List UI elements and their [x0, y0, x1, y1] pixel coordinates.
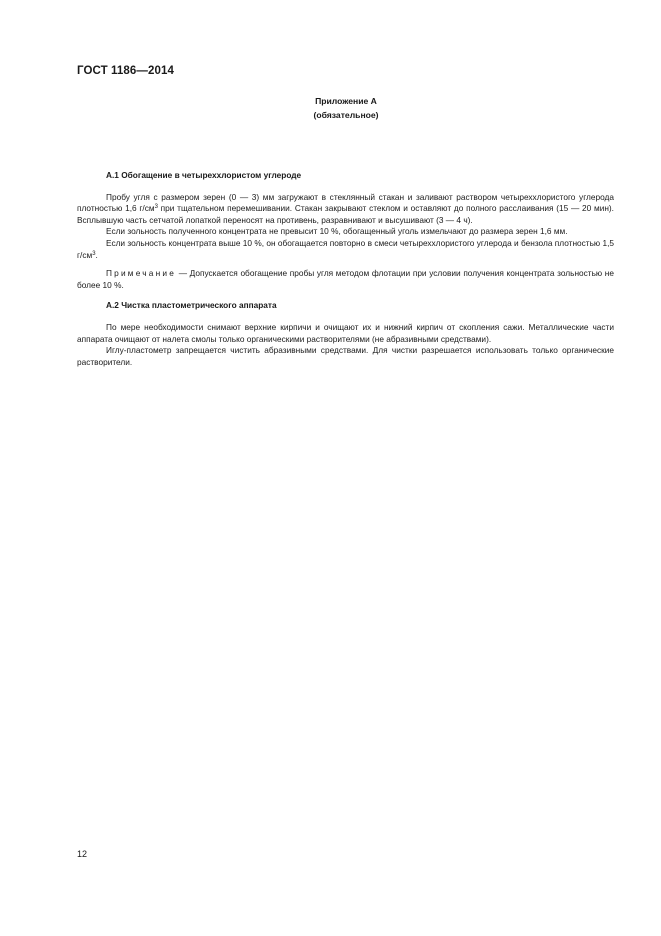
standard-header: ГОСТ 1186—2014	[77, 65, 174, 77]
page-number: 12	[77, 849, 88, 859]
section-a2-paragraph-2: Иглу-пластометр запрещается чистить абразивными средствами. Для чистки разрешается использовать только органические растворители.	[77, 345, 614, 367]
paragraph-text: Пробу угля с размером зерен (0 — 3) мм загружают в стеклянный стакан и заливают раствором четыреххлористого углерода плотностью 1,6 г/см	[77, 191, 614, 214]
paragraph-text: .	[95, 249, 98, 260]
note-text: — Допускается обогащение пробы угля методом флотации при условии получения концентрата зольностью не более 10 %.	[77, 268, 614, 290]
paragraph-text: при тщательном перемешивании. Стакан закрывают стеклом и оставляют до полного расслаивания (15 — 20 мин). Всплывшую часть сетчатой лопаткой переносят на противень, разравнивают и высушивают (3 — 4 ч).	[77, 203, 614, 225]
section-a1-paragraph-3	[77, 238, 614, 261]
appendix-heading	[0, 94, 661, 122]
appendix-type: (обязательное)	[313, 110, 379, 120]
appendix-title: Приложение А	[315, 96, 377, 106]
section-a2-paragraph-1: По мере необходимости снимают верхние кирпичи и очищают их и нижний кирпич от скопления сажи. Металлические части аппарата очищают от налета смолы только органическими растворителями (не абразивными средствами).	[77, 321, 614, 344]
superscript-cubic: 3	[154, 204, 158, 211]
note-label: Примечание	[106, 268, 177, 279]
superscript-cubic: 3	[92, 250, 96, 257]
section-a1-paragraph-1	[77, 192, 614, 227]
document-body	[77, 170, 614, 368]
section-a1-note	[77, 268, 614, 291]
section-a1-paragraph-2: Если зольность полученного концентрата не превысит 10 %, обогащенный уголь измельчают до размера зерен 1,6 мм.	[106, 226, 568, 237]
paragraph-text: Если зольность концентрата выше 10 %, он обогащается повторно в смеси четыреххлористого углерода и бензола плотностью 1,5 г/см	[77, 237, 614, 260]
section-a2-title: А.2 Чистка пластометрического аппарата	[106, 300, 277, 311]
section-a1-title: А.1 Обогащение в четыреххлористом углероде	[106, 170, 302, 180]
